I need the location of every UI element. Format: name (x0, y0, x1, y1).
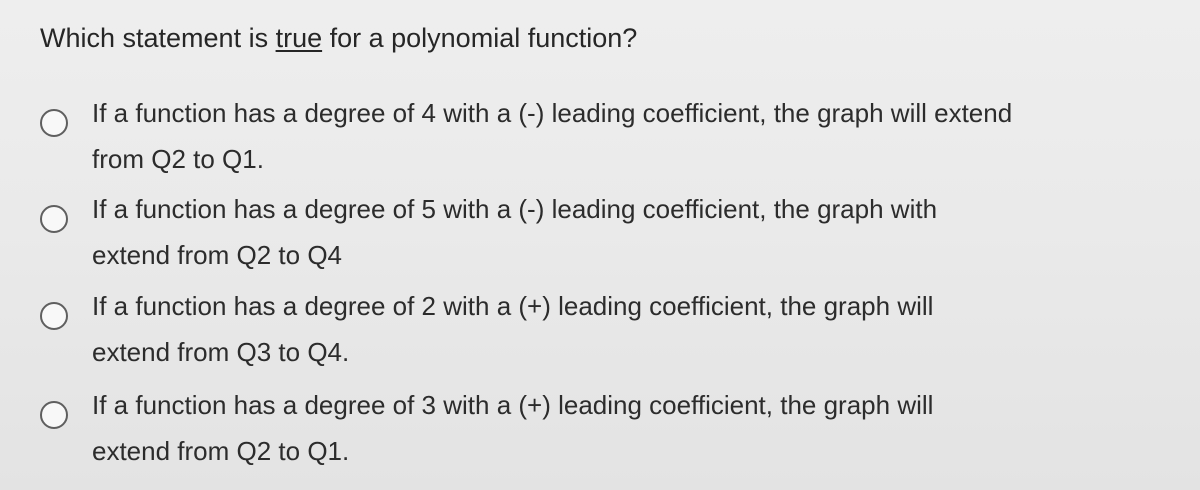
radio-button-4[interactable] (40, 401, 68, 429)
answer-option-2-line-1: If a function has a degree of 5 with a (-) leading coefficient, the graph with (92, 194, 938, 224)
answer-option-1-line-1: If a function has a degree of 4 with a (-) leading coefficient, the graph will extend (92, 98, 1013, 128)
answer-option-2-label (92, 186, 1172, 278)
answer-option-3-label (92, 283, 1172, 375)
answer-option-4-line-1: If a function has a degree of 3 with a (+) leading coefficient, the graph will (92, 390, 934, 420)
answer-option-3-line-2: extend from Q3 to Q4. (92, 337, 350, 367)
answer-option-4[interactable] (40, 388, 1180, 478)
question-emphasis: true (275, 23, 323, 53)
answer-option-1[interactable] (40, 96, 1180, 186)
radio-button-3[interactable] (40, 302, 68, 330)
answer-option-4-label (92, 382, 1172, 474)
question-suffix: for a polynomial function? (322, 23, 638, 53)
answer-option-2-line-2: extend from Q2 to Q4 (92, 240, 343, 270)
question-text (40, 18, 637, 58)
question-prefix: Which statement is (40, 23, 276, 53)
answer-option-1-line-2: from Q2 to Q1. (92, 144, 264, 174)
radio-button-1[interactable] (40, 109, 68, 137)
answer-option-1-label (92, 90, 1172, 182)
answer-option-3-line-1: If a function has a degree of 2 with a (+) leading coefficient, the graph will (92, 291, 934, 321)
answer-option-4-line-2: extend from Q2 to Q1. (92, 436, 350, 466)
radio-button-2[interactable] (40, 205, 68, 233)
answer-option-3[interactable] (40, 289, 1180, 379)
answer-option-2[interactable] (40, 192, 1180, 282)
